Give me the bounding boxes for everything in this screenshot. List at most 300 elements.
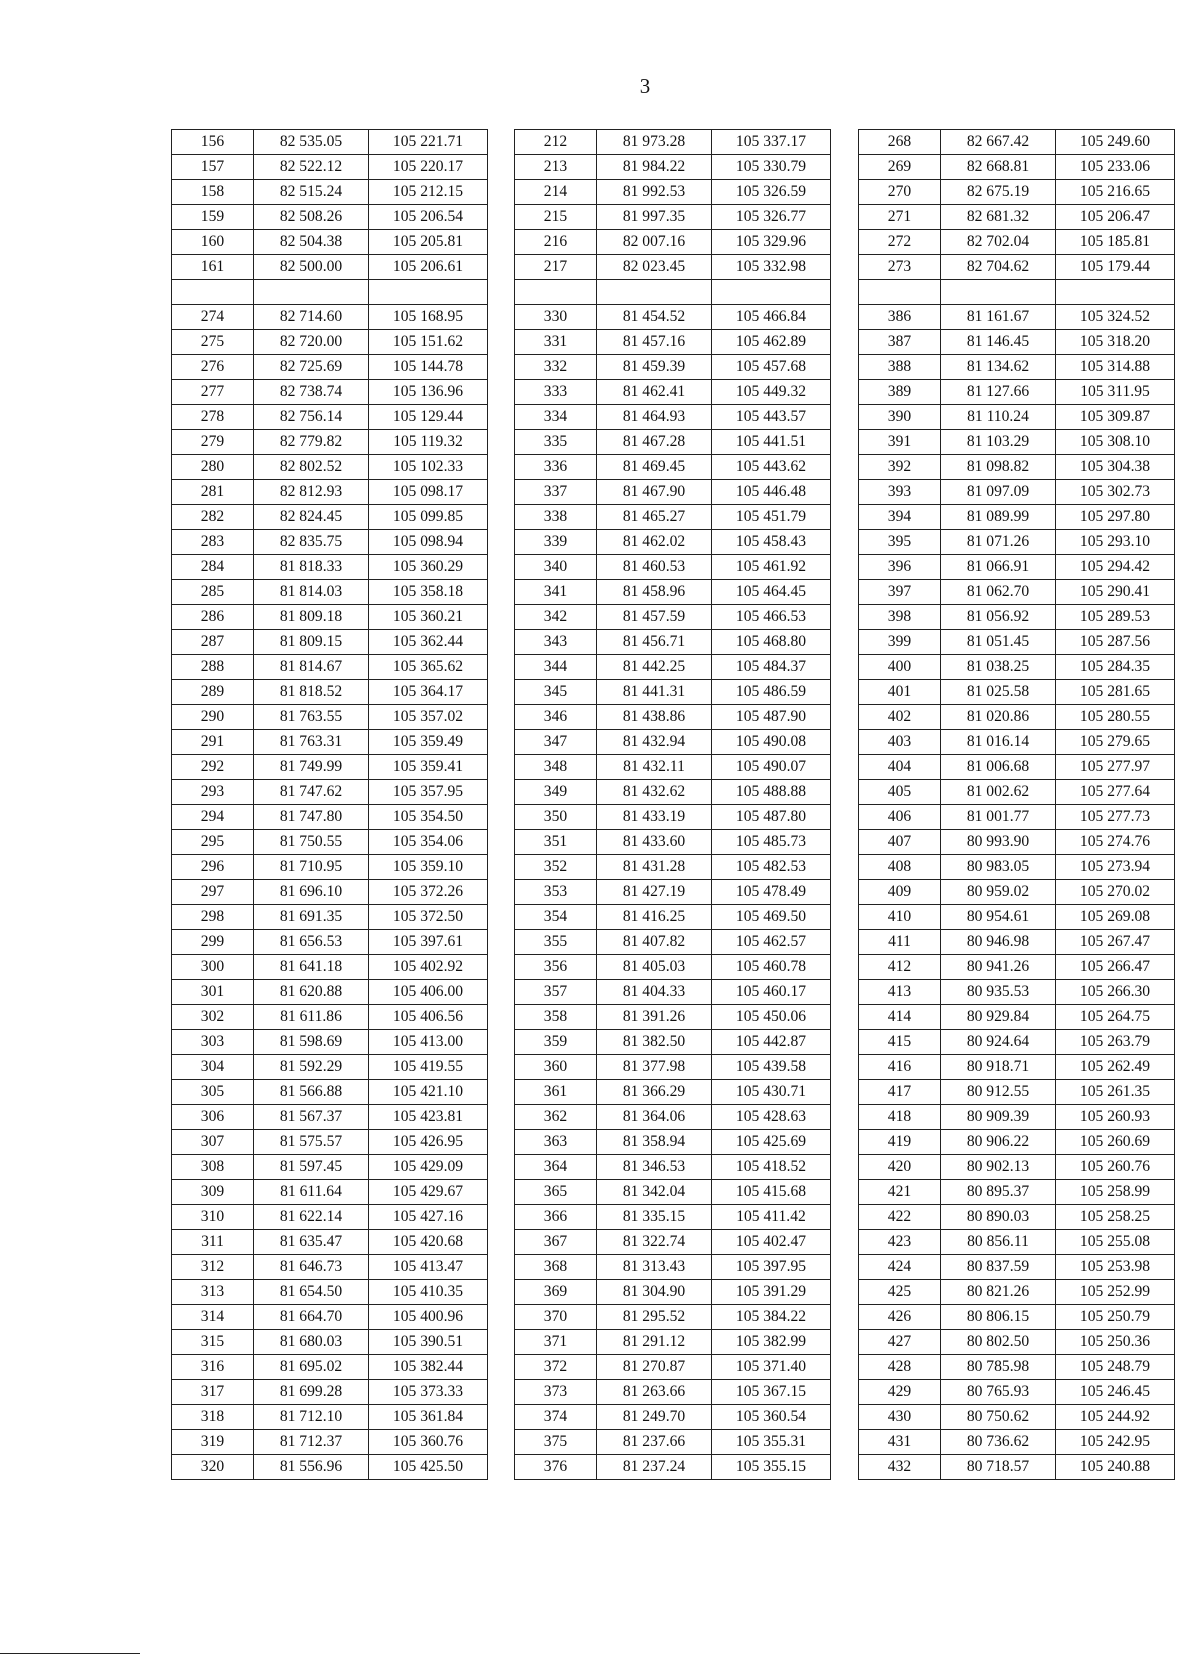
table-row xyxy=(172,605,488,630)
point-number-cell: 320 xyxy=(172,1455,254,1480)
x-coordinate-cell: 82 704.62 xyxy=(941,255,1056,280)
point-number-cell: 302 xyxy=(172,1005,254,1030)
x-coordinate-cell: 81 016.14 xyxy=(941,730,1056,755)
y-coordinate-cell: 105 371.40 xyxy=(712,1355,831,1380)
table-row xyxy=(859,580,1175,605)
y-coordinate-cell: 105 281.65 xyxy=(1056,680,1175,705)
y-coordinate-cell: 105 364.17 xyxy=(369,680,488,705)
point-number-cell: 331 xyxy=(515,330,597,355)
table-row xyxy=(515,380,831,405)
table-row xyxy=(859,1355,1175,1380)
y-coordinate-cell: 105 460.78 xyxy=(712,955,831,980)
x-coordinate-cell: 81 404.33 xyxy=(597,980,712,1005)
x-coordinate-cell xyxy=(941,280,1056,305)
table-row xyxy=(859,230,1175,255)
y-coordinate-cell: 105 252.99 xyxy=(1056,1280,1175,1305)
point-number-cell: 416 xyxy=(859,1055,941,1080)
x-coordinate-cell: 80 983.05 xyxy=(941,855,1056,880)
table-row xyxy=(172,930,488,955)
y-coordinate-cell: 105 430.71 xyxy=(712,1080,831,1105)
y-coordinate-cell: 105 490.07 xyxy=(712,755,831,780)
y-coordinate-cell: 105 304.38 xyxy=(1056,455,1175,480)
y-coordinate-cell: 105 450.06 xyxy=(712,1005,831,1030)
y-coordinate-cell: 105 400.96 xyxy=(369,1305,488,1330)
x-coordinate-cell: 81 433.19 xyxy=(597,805,712,830)
y-coordinate-cell: 105 357.02 xyxy=(369,705,488,730)
point-number-cell: 315 xyxy=(172,1330,254,1355)
x-coordinate-cell: 82 725.69 xyxy=(254,355,369,380)
table-row xyxy=(172,1155,488,1180)
footnote-divider xyxy=(0,1653,140,1654)
x-coordinate-cell: 82 714.60 xyxy=(254,305,369,330)
y-coordinate-cell: 105 397.61 xyxy=(369,930,488,955)
y-coordinate-cell: 105 326.59 xyxy=(712,180,831,205)
x-coordinate-cell: 80 837.59 xyxy=(941,1255,1056,1280)
y-coordinate-cell: 105 464.45 xyxy=(712,580,831,605)
table-row xyxy=(172,755,488,780)
point-number-cell: 310 xyxy=(172,1205,254,1230)
point-number-cell: 312 xyxy=(172,1255,254,1280)
x-coordinate-cell: 80 993.90 xyxy=(941,830,1056,855)
point-number-cell: 339 xyxy=(515,530,597,555)
y-coordinate-cell: 105 384.22 xyxy=(712,1305,831,1330)
table-row xyxy=(515,1455,831,1480)
x-coordinate-cell: 81 814.03 xyxy=(254,580,369,605)
y-coordinate-cell: 105 488.88 xyxy=(712,780,831,805)
point-number-cell: 428 xyxy=(859,1355,941,1380)
point-number-cell: 274 xyxy=(172,305,254,330)
x-coordinate-cell: 80 750.62 xyxy=(941,1405,1056,1430)
point-number-cell: 214 xyxy=(515,180,597,205)
point-number-cell: 372 xyxy=(515,1355,597,1380)
y-coordinate-cell: 105 462.89 xyxy=(712,330,831,355)
x-coordinate-cell: 81 237.66 xyxy=(597,1430,712,1455)
table-row xyxy=(859,1280,1175,1305)
table-row xyxy=(515,580,831,605)
y-coordinate-cell: 105 250.79 xyxy=(1056,1305,1175,1330)
point-number-cell: 353 xyxy=(515,880,597,905)
table-row xyxy=(859,330,1175,355)
table-row xyxy=(172,480,488,505)
x-coordinate-cell: 82 504.38 xyxy=(254,230,369,255)
y-coordinate-cell: 105 429.67 xyxy=(369,1180,488,1205)
table-row xyxy=(172,130,488,155)
x-coordinate-cell: 81 592.29 xyxy=(254,1055,369,1080)
y-coordinate-cell: 105 466.84 xyxy=(712,305,831,330)
x-coordinate-cell: 81 635.47 xyxy=(254,1230,369,1255)
coordinate-table-left xyxy=(171,129,488,1480)
x-coordinate-cell: 81 749.99 xyxy=(254,755,369,780)
y-coordinate-cell: 105 397.95 xyxy=(712,1255,831,1280)
table-row xyxy=(859,205,1175,230)
x-coordinate-cell: 80 935.53 xyxy=(941,980,1056,1005)
table-row xyxy=(172,1180,488,1205)
y-coordinate-cell: 105 250.36 xyxy=(1056,1330,1175,1355)
table-row xyxy=(172,1205,488,1230)
table-row xyxy=(859,1055,1175,1080)
table-row xyxy=(515,1080,831,1105)
y-coordinate-cell: 105 391.29 xyxy=(712,1280,831,1305)
table-row xyxy=(515,1155,831,1180)
y-coordinate-cell: 105 297.80 xyxy=(1056,505,1175,530)
table-row xyxy=(515,480,831,505)
y-coordinate-cell: 105 441.51 xyxy=(712,430,831,455)
table-row xyxy=(515,405,831,430)
y-coordinate-cell: 105 273.94 xyxy=(1056,855,1175,880)
point-number-cell: 362 xyxy=(515,1105,597,1130)
point-number-cell: 408 xyxy=(859,855,941,880)
y-coordinate-cell: 105 267.47 xyxy=(1056,930,1175,955)
point-number-cell: 306 xyxy=(172,1105,254,1130)
table-row xyxy=(172,555,488,580)
table-row xyxy=(859,1330,1175,1355)
y-coordinate-cell: 105 277.73 xyxy=(1056,805,1175,830)
coordinate-table-right xyxy=(858,129,1175,1480)
table-row xyxy=(515,1055,831,1080)
x-coordinate-cell: 81 433.60 xyxy=(597,830,712,855)
x-coordinate-cell: 82 835.75 xyxy=(254,530,369,555)
point-number-cell: 304 xyxy=(172,1055,254,1080)
y-coordinate-cell: 105 457.68 xyxy=(712,355,831,380)
y-coordinate-cell: 105 411.42 xyxy=(712,1205,831,1230)
x-coordinate-cell: 81 020.86 xyxy=(941,705,1056,730)
table-row xyxy=(859,680,1175,705)
y-coordinate-cell: 105 266.47 xyxy=(1056,955,1175,980)
x-coordinate-cell: 81 295.52 xyxy=(597,1305,712,1330)
x-coordinate-cell: 81 366.29 xyxy=(597,1080,712,1105)
x-coordinate-cell: 81 712.37 xyxy=(254,1430,369,1455)
y-coordinate-cell: 105 277.97 xyxy=(1056,755,1175,780)
y-coordinate-cell: 105 460.17 xyxy=(712,980,831,1005)
point-number-cell: 286 xyxy=(172,605,254,630)
table-row xyxy=(172,155,488,180)
y-coordinate-cell: 105 179.44 xyxy=(1056,255,1175,280)
point-number-cell: 336 xyxy=(515,455,597,480)
point-number-cell: 417 xyxy=(859,1080,941,1105)
point-number-cell: 284 xyxy=(172,555,254,580)
table-row xyxy=(515,1030,831,1055)
x-coordinate-cell: 81 237.24 xyxy=(597,1455,712,1480)
x-coordinate-cell: 81 427.19 xyxy=(597,880,712,905)
point-number-cell: 282 xyxy=(172,505,254,530)
table-row xyxy=(515,1330,831,1355)
point-number-cell: 301 xyxy=(172,980,254,1005)
table-row xyxy=(859,1080,1175,1105)
y-coordinate-cell: 105 462.57 xyxy=(712,930,831,955)
point-number-cell: 275 xyxy=(172,330,254,355)
x-coordinate-cell: 80 924.64 xyxy=(941,1030,1056,1055)
x-coordinate-cell: 80 765.93 xyxy=(941,1380,1056,1405)
x-coordinate-cell: 82 508.26 xyxy=(254,205,369,230)
y-coordinate-cell: 105 262.49 xyxy=(1056,1055,1175,1080)
table-row xyxy=(859,380,1175,405)
x-coordinate-cell: 80 890.03 xyxy=(941,1205,1056,1230)
y-coordinate-cell: 105 314.88 xyxy=(1056,355,1175,380)
point-number-cell: 396 xyxy=(859,555,941,580)
point-number-cell: 160 xyxy=(172,230,254,255)
x-coordinate-cell: 81 407.82 xyxy=(597,930,712,955)
x-coordinate-cell: 81 622.14 xyxy=(254,1205,369,1230)
y-coordinate-cell: 105 212.15 xyxy=(369,180,488,205)
y-coordinate-cell: 105 425.50 xyxy=(369,1455,488,1480)
y-coordinate-cell: 105 367.15 xyxy=(712,1380,831,1405)
y-coordinate-cell: 105 428.63 xyxy=(712,1105,831,1130)
point-number-cell: 217 xyxy=(515,255,597,280)
x-coordinate-cell: 80 909.39 xyxy=(941,1105,1056,1130)
y-coordinate-cell: 105 458.43 xyxy=(712,530,831,555)
table-row xyxy=(859,305,1175,330)
point-number-cell: 415 xyxy=(859,1030,941,1055)
table-row xyxy=(859,1155,1175,1180)
y-coordinate-cell xyxy=(1056,280,1175,305)
point-number-cell: 364 xyxy=(515,1155,597,1180)
point-number-cell: 405 xyxy=(859,780,941,805)
x-coordinate-cell: 80 802.50 xyxy=(941,1330,1056,1355)
table-row xyxy=(859,855,1175,880)
x-coordinate-cell: 81 467.28 xyxy=(597,430,712,455)
point-number-cell: 290 xyxy=(172,705,254,730)
y-coordinate-cell: 105 360.76 xyxy=(369,1430,488,1455)
y-coordinate-cell: 105 221.71 xyxy=(369,130,488,155)
x-coordinate-cell: 82 515.24 xyxy=(254,180,369,205)
x-coordinate-cell: 81 454.52 xyxy=(597,305,712,330)
point-number-cell: 397 xyxy=(859,580,941,605)
y-coordinate-cell: 105 258.99 xyxy=(1056,1180,1175,1205)
y-coordinate-cell: 105 359.41 xyxy=(369,755,488,780)
point-number-cell: 309 xyxy=(172,1180,254,1205)
table-row xyxy=(172,955,488,980)
x-coordinate-cell: 81 984.22 xyxy=(597,155,712,180)
x-coordinate-cell: 81 611.64 xyxy=(254,1180,369,1205)
table-row xyxy=(515,1405,831,1430)
table-row xyxy=(515,605,831,630)
y-coordinate-cell xyxy=(712,280,831,305)
point-number-cell: 371 xyxy=(515,1330,597,1355)
table-row xyxy=(172,455,488,480)
table-row xyxy=(515,1430,831,1455)
table-row xyxy=(859,805,1175,830)
point-number-cell: 276 xyxy=(172,355,254,380)
table-row xyxy=(859,1380,1175,1405)
y-coordinate-cell: 105 242.95 xyxy=(1056,1430,1175,1455)
table-row xyxy=(859,1455,1175,1480)
table-row xyxy=(172,1380,488,1405)
point-number-cell: 352 xyxy=(515,855,597,880)
point-number-cell: 347 xyxy=(515,730,597,755)
table-row xyxy=(172,580,488,605)
y-coordinate-cell: 105 468.80 xyxy=(712,630,831,655)
point-number-cell: 269 xyxy=(859,155,941,180)
table-row xyxy=(859,1430,1175,1455)
table-row xyxy=(515,130,831,155)
table-row xyxy=(172,505,488,530)
point-number-cell: 272 xyxy=(859,230,941,255)
page-number: 3 xyxy=(639,74,651,98)
y-coordinate-cell: 105 263.79 xyxy=(1056,1030,1175,1055)
point-number-cell: 376 xyxy=(515,1455,597,1480)
table-row xyxy=(859,955,1175,980)
x-coordinate-cell: 81 556.96 xyxy=(254,1455,369,1480)
y-coordinate-cell: 105 287.56 xyxy=(1056,630,1175,655)
point-number-cell: 318 xyxy=(172,1405,254,1430)
x-coordinate-cell: 81 438.86 xyxy=(597,705,712,730)
x-coordinate-cell: 81 641.18 xyxy=(254,955,369,980)
table-row xyxy=(515,1380,831,1405)
x-coordinate-cell: 81 322.74 xyxy=(597,1230,712,1255)
x-coordinate-cell: 81 335.15 xyxy=(597,1205,712,1230)
table-row xyxy=(172,330,488,355)
table-row xyxy=(172,680,488,705)
x-coordinate-cell: 81 814.67 xyxy=(254,655,369,680)
table-row xyxy=(515,1280,831,1305)
point-number-cell: 213 xyxy=(515,155,597,180)
table-row xyxy=(859,455,1175,480)
point-number-cell: 348 xyxy=(515,755,597,780)
table-row xyxy=(859,930,1175,955)
table-row xyxy=(515,705,831,730)
point-number-cell: 366 xyxy=(515,1205,597,1230)
x-coordinate-cell: 81 680.03 xyxy=(254,1330,369,1355)
table-row xyxy=(515,1355,831,1380)
x-coordinate-cell: 81 465.27 xyxy=(597,505,712,530)
x-coordinate-cell: 81 432.62 xyxy=(597,780,712,805)
point-number-cell: 342 xyxy=(515,605,597,630)
point-number-cell: 340 xyxy=(515,555,597,580)
y-coordinate-cell: 105 357.95 xyxy=(369,780,488,805)
y-coordinate-cell: 105 119.32 xyxy=(369,430,488,455)
x-coordinate-cell: 81 566.88 xyxy=(254,1080,369,1105)
point-number-cell: 423 xyxy=(859,1230,941,1255)
x-coordinate-cell: 81 992.53 xyxy=(597,180,712,205)
y-coordinate-cell: 105 274.76 xyxy=(1056,830,1175,855)
table-row xyxy=(515,1255,831,1280)
x-coordinate-cell: 81 457.59 xyxy=(597,605,712,630)
y-coordinate-cell: 105 249.60 xyxy=(1056,130,1175,155)
x-coordinate-cell: 81 442.25 xyxy=(597,655,712,680)
y-coordinate-cell: 105 246.45 xyxy=(1056,1380,1175,1405)
y-coordinate-cell: 105 324.52 xyxy=(1056,305,1175,330)
table-row xyxy=(172,1405,488,1430)
table-row xyxy=(515,780,831,805)
point-number-cell: 338 xyxy=(515,505,597,530)
table-row xyxy=(515,630,831,655)
x-coordinate-cell: 81 342.04 xyxy=(597,1180,712,1205)
x-coordinate-cell: 81 416.25 xyxy=(597,905,712,930)
table-row xyxy=(515,505,831,530)
y-coordinate-cell: 105 426.95 xyxy=(369,1130,488,1155)
table-row xyxy=(859,1005,1175,1030)
table-row xyxy=(515,455,831,480)
x-coordinate-cell: 81 462.02 xyxy=(597,530,712,555)
x-coordinate-cell: 81 346.53 xyxy=(597,1155,712,1180)
point-number-cell: 307 xyxy=(172,1130,254,1155)
point-number-cell: 355 xyxy=(515,930,597,955)
y-coordinate-cell: 105 425.69 xyxy=(712,1130,831,1155)
x-coordinate-cell: 81 056.92 xyxy=(941,605,1056,630)
x-coordinate-cell: 80 941.26 xyxy=(941,955,1056,980)
y-coordinate-cell: 105 362.44 xyxy=(369,630,488,655)
point-number-cell: 421 xyxy=(859,1180,941,1205)
x-coordinate-cell: 82 720.00 xyxy=(254,330,369,355)
y-coordinate-cell: 105 439.58 xyxy=(712,1055,831,1080)
y-coordinate-cell: 105 406.00 xyxy=(369,980,488,1005)
y-coordinate-cell: 105 354.50 xyxy=(369,805,488,830)
y-coordinate-cell: 105 487.90 xyxy=(712,705,831,730)
y-coordinate-cell: 105 337.17 xyxy=(712,130,831,155)
y-coordinate-cell: 105 289.53 xyxy=(1056,605,1175,630)
x-coordinate-cell: 81 695.02 xyxy=(254,1355,369,1380)
point-number-cell: 425 xyxy=(859,1280,941,1305)
table-row xyxy=(515,805,831,830)
point-number-cell: 158 xyxy=(172,180,254,205)
point-number-cell: 296 xyxy=(172,855,254,880)
table-row xyxy=(859,705,1175,730)
x-coordinate-cell: 81 598.69 xyxy=(254,1030,369,1055)
table-row xyxy=(172,730,488,755)
point-number-cell: 294 xyxy=(172,805,254,830)
y-coordinate-cell: 105 294.42 xyxy=(1056,555,1175,580)
point-number-cell: 295 xyxy=(172,830,254,855)
point-number-cell: 398 xyxy=(859,605,941,630)
x-coordinate-cell: 80 856.11 xyxy=(941,1230,1056,1255)
x-coordinate-cell: 81 006.68 xyxy=(941,755,1056,780)
x-coordinate-cell: 81 270.87 xyxy=(597,1355,712,1380)
point-number-cell: 388 xyxy=(859,355,941,380)
y-coordinate-cell: 105 233.06 xyxy=(1056,155,1175,180)
y-coordinate-cell: 105 415.68 xyxy=(712,1180,831,1205)
point-number-cell: 374 xyxy=(515,1405,597,1430)
point-number-cell: 293 xyxy=(172,780,254,805)
point-number-cell: 420 xyxy=(859,1155,941,1180)
x-coordinate-cell: 81 973.28 xyxy=(597,130,712,155)
point-number-cell: 345 xyxy=(515,680,597,705)
y-coordinate-cell: 105 098.94 xyxy=(369,530,488,555)
x-coordinate-cell: 81 001.77 xyxy=(941,805,1056,830)
x-coordinate-cell: 81 464.93 xyxy=(597,405,712,430)
point-number-cell: 414 xyxy=(859,1005,941,1030)
y-coordinate-cell: 105 136.96 xyxy=(369,380,488,405)
x-coordinate-cell: 82 675.19 xyxy=(941,180,1056,205)
y-coordinate-cell: 105 260.93 xyxy=(1056,1105,1175,1130)
y-coordinate-cell: 105 487.80 xyxy=(712,805,831,830)
x-coordinate-cell: 82 802.52 xyxy=(254,455,369,480)
table-row xyxy=(172,1130,488,1155)
y-coordinate-cell: 105 427.16 xyxy=(369,1205,488,1230)
x-coordinate-cell: 81 051.45 xyxy=(941,630,1056,655)
y-coordinate-cell: 105 443.62 xyxy=(712,455,831,480)
y-coordinate-cell: 105 461.92 xyxy=(712,555,831,580)
point-number-cell: 313 xyxy=(172,1280,254,1305)
y-coordinate-cell: 105 382.99 xyxy=(712,1330,831,1355)
table-row xyxy=(515,955,831,980)
table-row xyxy=(515,180,831,205)
y-coordinate-cell: 105 240.88 xyxy=(1056,1455,1175,1480)
point-number-cell: 365 xyxy=(515,1180,597,1205)
x-coordinate-cell: 81 382.50 xyxy=(597,1030,712,1055)
y-coordinate-cell: 105 318.20 xyxy=(1056,330,1175,355)
x-coordinate-cell: 82 007.16 xyxy=(597,230,712,255)
table-row xyxy=(859,180,1175,205)
point-number-cell: 419 xyxy=(859,1130,941,1155)
x-coordinate-cell: 81 747.62 xyxy=(254,780,369,805)
x-coordinate-cell: 81 062.70 xyxy=(941,580,1056,605)
table-row xyxy=(515,655,831,680)
x-coordinate-cell: 82 824.45 xyxy=(254,505,369,530)
point-number-cell: 157 xyxy=(172,155,254,180)
y-coordinate-cell: 105 355.15 xyxy=(712,1455,831,1480)
point-number-cell xyxy=(859,280,941,305)
y-coordinate-cell: 105 413.47 xyxy=(369,1255,488,1280)
